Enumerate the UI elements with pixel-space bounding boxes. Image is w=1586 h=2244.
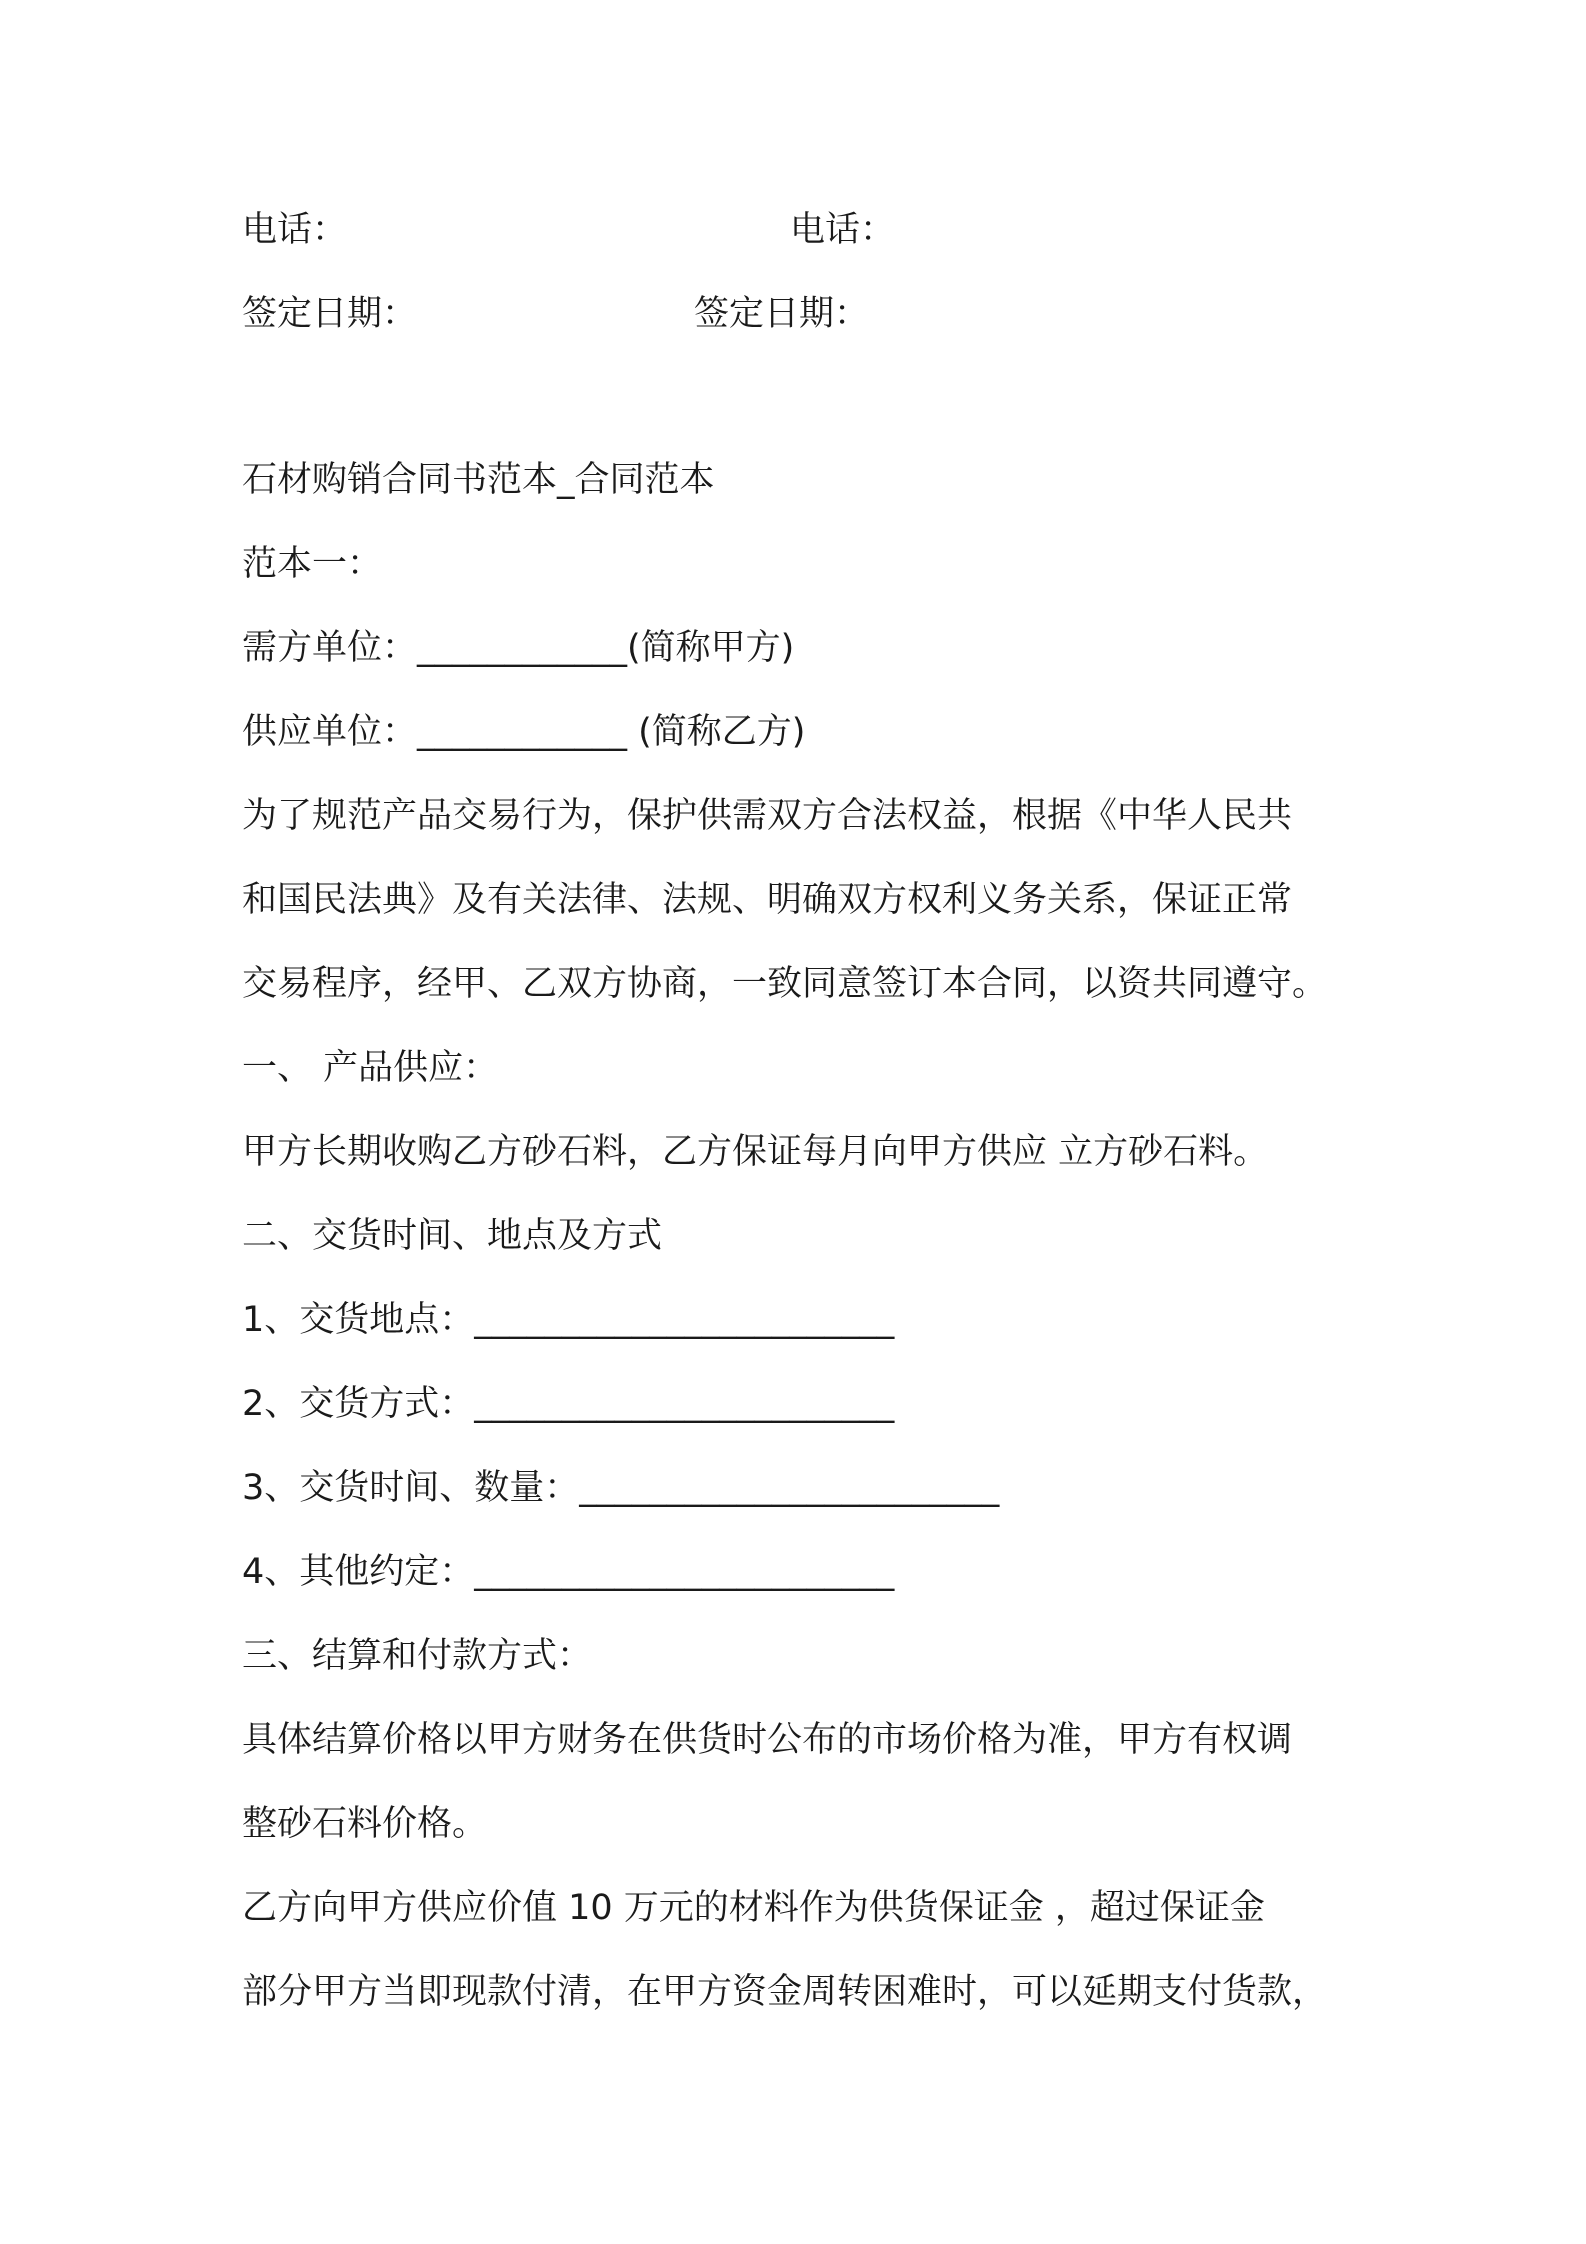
section-1-body: 甲方长期收购乙方砂石料，乙方保证每月向甲方供应 立方砂石料。 xyxy=(242,1132,1269,1172)
sample-label: 范本一： xyxy=(242,544,383,584)
buyer-unit-line: 需方单位：____________(简称甲方) xyxy=(242,628,795,668)
section-3-body-line-3: 乙方向甲方供应价值 10 万元的材料作为供货保证金 ，超过保证金 xyxy=(242,1888,1265,1928)
phone-row-b xyxy=(790,206,895,254)
document-title: 石材购销合同书范本_合同范本 xyxy=(242,460,715,500)
section-3-body-line-4: 部分甲方当即现款付清，在甲方资金周转困难时，可以延期支付货款， xyxy=(242,1972,1328,2012)
intro-line-3: 交易程序，经甲、乙双方协商，一致同意签订本合同，以资共同遵守。 xyxy=(242,964,1328,1004)
phone-label-party-b: 电话： xyxy=(790,210,896,250)
section-2-title: 二、交货时间、地点及方式 xyxy=(242,1216,663,1256)
section-3-title: 三、结算和付款方式： xyxy=(242,1636,593,1676)
section-2-item-3: 3、交货时间、数量：________________________ xyxy=(242,1468,1000,1508)
phone-label-party-a: 电话： xyxy=(242,210,348,250)
supplier-unit-line: 供应单位：____________ (简称乙方) xyxy=(242,712,806,752)
phone-row xyxy=(242,206,347,254)
section-2-item-1: 1、交货地点：________________________ xyxy=(242,1300,895,1340)
section-3-body-line-1: 具体结算价格以甲方财务在供货时公布的市场价格为准，甲方有权调 xyxy=(242,1720,1293,1760)
section-2-item-2: 2、交货方式：________________________ xyxy=(242,1384,895,1424)
intro-line-1: 为了规范产品交易行为，保护供需双方合法权益，根据《中华人民共 xyxy=(242,796,1293,836)
section-1-title: 一、 产品供应： xyxy=(242,1048,499,1088)
date-row-b xyxy=(694,290,869,338)
date-row xyxy=(242,290,417,338)
section-3-body-line-2: 整砂石料价格。 xyxy=(242,1804,488,1844)
date-label-party-a: 签定日期： xyxy=(242,294,418,334)
date-label-party-b: 签定日期： xyxy=(694,294,870,334)
section-2-item-4: 4、其他约定：________________________ xyxy=(242,1552,895,1592)
intro-line-2: 和国民法典》及有关法律、法规、明确双方权利义务关系，保证正常 xyxy=(242,880,1293,920)
